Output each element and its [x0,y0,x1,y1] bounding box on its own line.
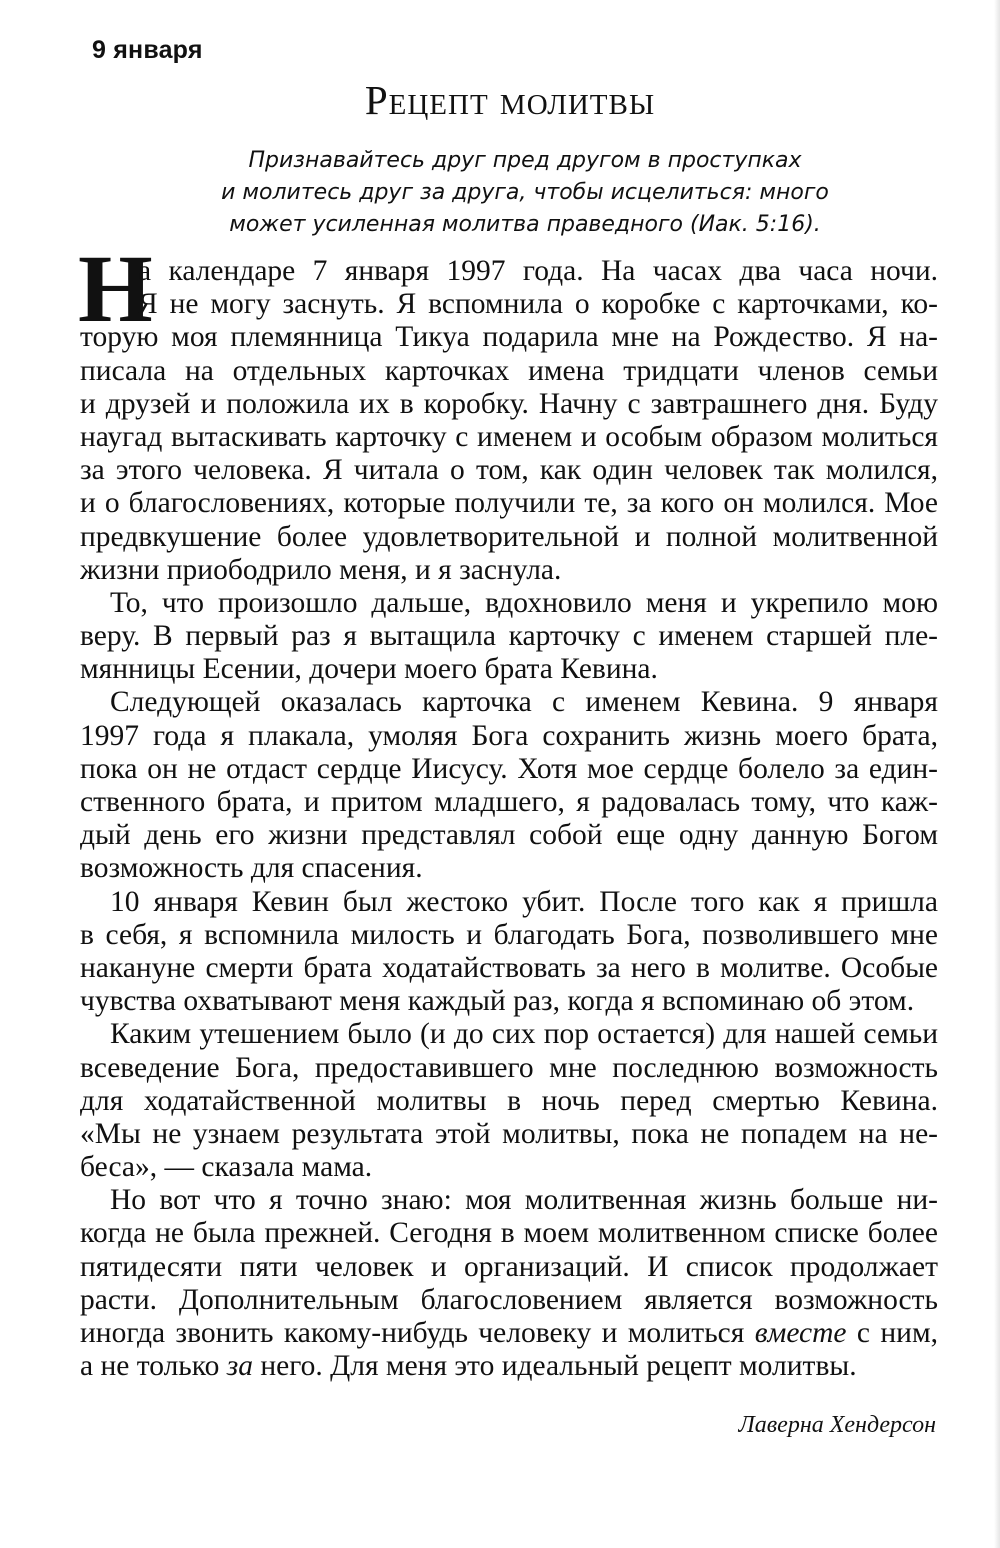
page-date: 9 января [92,36,203,64]
text-line: в себя, я вспомнила милость и благодать Бога, позволившего мне [80,918,938,951]
text-line: когда не была прежней. Сегодня в моем молитвенном списке более [80,1217,938,1250]
emphasis-word: за [226,1350,253,1383]
author-signature: Лаверна Хендерсон [738,1412,936,1438]
text-line: пятидесяти пяти человек и организаций. И список продолжает [80,1250,938,1283]
text-run: него. Для меня это идеальный рецепт молитвы. [253,1350,857,1383]
text-line: 1997 года я плакала, умоляя Бога сохранить жизнь моего брата, [80,719,938,752]
text-run: а не только [80,1350,227,1383]
text-line: дый день его жизни представлял собой еще одну данную Богом [80,819,938,852]
text-line: жизни приободрило меня, и я заснула. [80,553,562,586]
text-line: «Мы не узнаем результата этой молитвы, пока не попадем на не- [80,1117,938,1150]
text-line: и друзей и положила их в коробку. Начну с завтрашнего дня. Буду [80,387,938,420]
text-line: мянницы Есении, дочери моего брата Кевина. [80,653,658,686]
text-line: чувства охватывают меня каждый раз, когда я вспоминаю об этом. [80,985,915,1018]
text-line: всеведение Бога, предоставившего мне последнюю возможность [80,1051,938,1084]
text-line: 10 января Кевин был жестоко убит. После того как я пришла [110,885,938,918]
text-line: Каким утешением было (и до сих пор остается) для нашей семьи [110,1018,938,1051]
text-line: накануне смерти брата ходатайствовать за него в молитве. Особые [80,951,938,984]
epigraph-line: Признавайтесь друг пред другом в проступках [248,148,802,173]
text-line: ственного брата, и притом младшего, я радовалась тому, что каж- [80,786,938,818]
text-line: пока он не отдаст сердце Иисусу. Хотя мое сердце болело за един- [80,752,938,785]
epigraph-line: может усиленная молитва праведного (Иак. 5:16). [229,212,821,237]
drop-cap: Н [78,235,153,342]
text-line: Я не могу заснуть. Я вспомнила о коробке с карточками, ко- [138,288,938,321]
text-line: веру. В первый раз я вытащила карточку с именем старшей пле- [80,620,938,653]
text-line: писала на отдельных карточках имена тридцати членов семьи [80,354,938,387]
text-line: предвкушение более удовлетворительной и полной молитвенной [80,520,938,553]
epigraph-line: и молитесь друг за друга, чтобы исцелиться: много [221,180,829,205]
text-line: и о благословениях, которые получили те, за кого он молился. Мое [80,487,938,520]
emphasis-word: вместе [754,1317,847,1349]
text-line: возможность для спасения. [80,852,423,885]
text-line [80,1317,938,1350]
text-line: Следующей оказалась карточка с именем Кевина. 9 января [110,686,938,719]
page-edge-shadow [994,0,1000,1548]
text-line: для ходатайственной молитвы в ночь перед смертью Кевина. [80,1084,938,1117]
text-line: за этого человека. Я читала о том, как один человек так молился, [80,454,938,487]
text-line: Но вот что я точно знаю: моя молитвенная жизнь больше ни- [110,1184,938,1217]
text-line: беса», — сказала мама. [80,1151,373,1184]
article-body [80,255,938,1383]
text-line: наугад вытаскивать карточку с именем и особым образом молиться [80,420,938,453]
page-title: Рецепт молитвы [364,77,656,123]
text-line: расти. Дополнительным благословением является возможность [80,1283,938,1316]
text-line: торую моя племянница Тикуа подарила мне на Рождество. Я на- [80,321,938,354]
text-run: иногда звонить какому-нибудь человеку и молиться [80,1317,755,1349]
text-line: То, что произошло дальше, вдохновило меня и укрепило мою [110,586,938,619]
epigraph [100,145,950,241]
text-line [80,1350,938,1383]
text-run: с ним, [846,1317,938,1349]
text-line: а календаре 7 января 1997 года. На часах два часа ночи. [138,255,938,287]
